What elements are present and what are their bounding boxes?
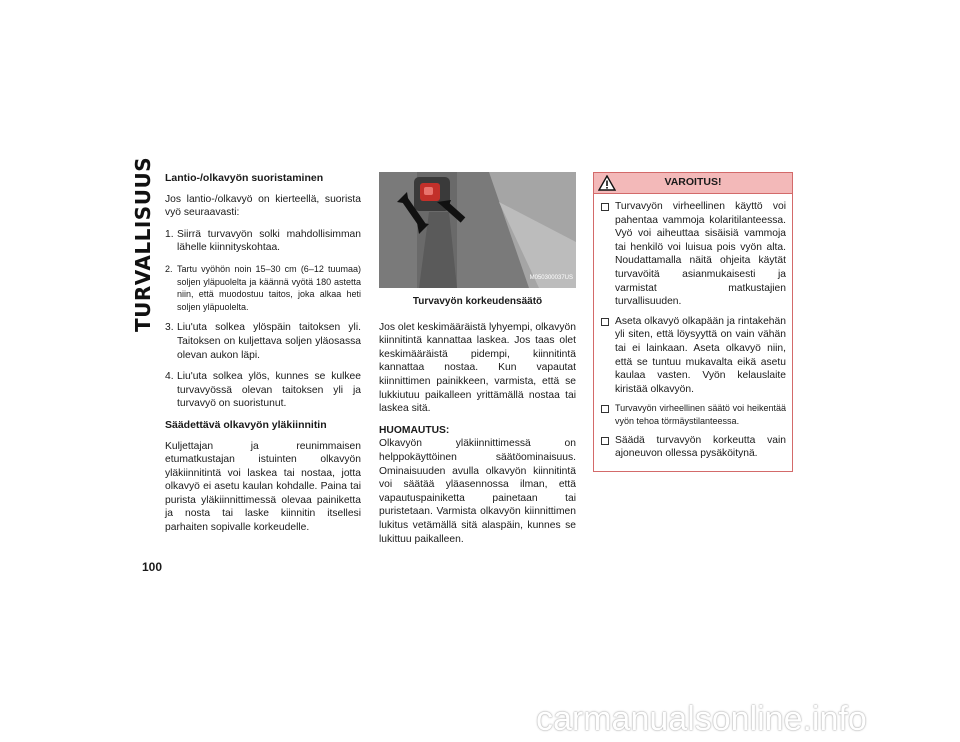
figure-code: M050300037US (529, 275, 573, 282)
bullet-square-icon (601, 405, 609, 413)
note-text: Olkavyön yläkiinnittimessä on helppokäyttöinen säätöominaisuus. Ominaisuuden avulla olkavyön kiinnitintä voi säätää yläasennossa ilman, että vapautuspainiketta painetaan tai puristetaan. Varmista olkavyön kiinnittimen lukitus vetämällä sitä alaspäin, kunnes se lukittuu paikalleen. (379, 438, 576, 545)
step-number: 3. (165, 322, 174, 334)
warning-title: VAROITUS! (664, 176, 722, 189)
column-right (593, 172, 793, 472)
intro-paragraph: Jos lantio-/olkavyö on kierteellä, suorista vyö seuraavasti: (165, 193, 361, 219)
warning-item (600, 200, 786, 309)
page-number: 100 (142, 560, 163, 574)
warning-item-text: Säädä turvavyön korkeutta vain ajoneuvon ollessa pysäköitynä. (615, 434, 786, 460)
step-text: Liu'uta solkea ylöspäin taitoksen yli. Taitoksen on kuljettava soljen yläosassa olevan aukon läpi. (177, 322, 361, 361)
step-text: Liu'uta solkea ylös, kunnes se kulkee turvavyössä olevan taitoksen yli ja turvavyö on suoristunut. (177, 371, 361, 410)
warning-item (600, 434, 786, 461)
bullet-square-icon (601, 437, 609, 445)
step-number: 2. (165, 263, 173, 274)
anchorage-paragraph: Kuljettajan ja reunimmaisen etumatkustajan istuinten olkavyön yläkiinnitintä voi laskea tai nostaa, jotta olkavyö ei asetu kaulan kohdalle. Paina tai purista yläkiinnittimessä olevaa painiketta ja nosta tai laske kiinnitin itsellesi parhaiten sopivalle korkeudelle. (165, 440, 361, 534)
figure-caption: Turvavyön korkeudensäätö (412, 296, 543, 307)
column-middle (379, 172, 576, 554)
column-left (165, 172, 361, 543)
warning-triangle-icon (598, 175, 616, 191)
warning-list (594, 194, 792, 471)
heading-belt-straightening: Lantio-/olkavyön suoristaminen (165, 172, 324, 184)
warning-box (593, 172, 793, 472)
section-side-tab: TURVALLISUUS (131, 156, 155, 332)
step-item (165, 263, 361, 313)
step-number: 1. (165, 228, 174, 240)
warning-item-text: Aseta olkavyö olkapään ja rintakehän yli siten, että löysyyttä on vain vähän tai ei lainkaan. Aseta olkavyö niin, että se tuntuu mukavalta eikä asetu kaulaa vasten. Vyön kelauslaite kiristää olkavyön. (615, 315, 786, 395)
warning-item (600, 402, 786, 427)
watermark: carmanualsonline.info (536, 700, 867, 738)
step-text: Siirrä turvavyön solki mahdollisimman lähelle kiinnityskohtaa. (177, 228, 361, 254)
heading-upper-anchorage: Säädettävä olkavyön yläkiinnitin (165, 418, 327, 431)
warning-item (600, 315, 786, 397)
warning-item-text: Turvavyön virheellinen käyttö voi pahentaa vammoja kolaritilanteessa. Vyö voi aiheuttaa sisäisiä vammoja tai henkilö voi luisua pois vyön alta. Noudattamalla näitä ohjeita käytät turvavöitä asianmukaisesti ja varmistat matkustajien turvallisuuden. (615, 201, 786, 308)
step-item (165, 228, 361, 255)
bullet-square-icon (601, 203, 609, 211)
pointer-arrow-icon (435, 198, 467, 224)
step-item (165, 370, 361, 411)
step-item (165, 321, 361, 362)
warning-item-text: Turvavyön virheellinen säätö voi heikentää vyön tehoa törmäystilanteessa. (615, 403, 786, 426)
step-number: 4. (165, 371, 174, 383)
note-title: HUOMAUTUS: (379, 424, 450, 436)
step-text: Tartu vyöhön noin 15–30 cm (6–12 tuumaa) soljen yläpuolelta ja käännä vyötä 180 astetta niin, että muodostuu taitos, joka alkaa heti soljen yläpuolelta. (177, 263, 361, 312)
height-paragraph: Jos olet keskimääräistä lyhyempi, olkavyön kiinnitintä kannattaa laskea. Jos taas olet keskimääräistä pidempi, kiinnitintä kannattaa nostaa. Kun vapautat kiinnittimen painikkeen, varmista, että se lukkiutuu paikalleen yrittämällä nostaa tai laskea sitä. (379, 321, 576, 415)
up-down-arrow-icon (393, 190, 433, 236)
bullet-square-icon (601, 318, 609, 326)
belt-height-adjuster-image (379, 172, 576, 288)
warning-header (594, 173, 792, 194)
